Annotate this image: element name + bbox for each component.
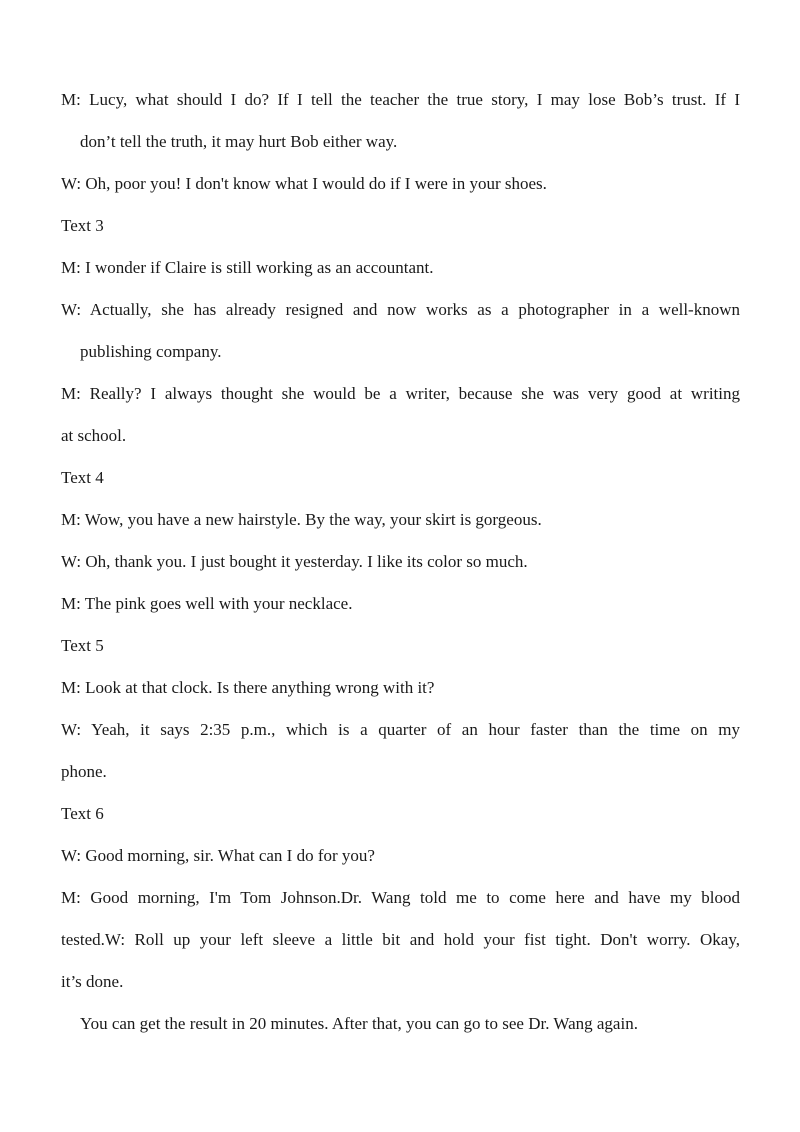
dialogue-line: M: Wow, you have a new hairstyle. By the way, your skirt is gorgeous. — [61, 510, 542, 529]
dialogue-line: at school. — [61, 426, 127, 445]
dialogue-line: You can get the result in 20 minutes. After that, you can go to see Dr. Wang again. — [80, 1014, 638, 1033]
dialogue-line: M: Lucy, what should I do? If I tell the teacher the true story, I may lose Bob’s trust. If I — [61, 90, 740, 109]
dialogue-line: tested.W: Roll up your left sleeve a little bit and hold your fist tight. Don't worry. Okay, — [61, 930, 740, 949]
dialogue-line: W: Actually, she has already resigned and now works as a photographer in a well-known — [61, 300, 740, 319]
dialogue-line: W: Oh, poor you! I don't know what I would do if I were in your shoes. — [61, 174, 547, 193]
section-heading: Text 5 — [61, 636, 104, 655]
dialogue-line: it’s done. — [61, 972, 124, 991]
dialogue-line: phone. — [61, 762, 107, 781]
dialogue-line: M: I wonder if Claire is still working as an accountant. — [61, 258, 434, 277]
dialogue-line: M: The pink goes well with your necklace. — [61, 594, 353, 613]
dialogue-line: M: Good morning, I'm Tom Johnson.Dr. Wang told me to come here and have my blood — [61, 888, 740, 907]
dialogue-line: M: Really? I always thought she would be a writer, because she was very good at writing — [61, 384, 740, 403]
dialogue-line: W: Yeah, it says 2:35 p.m., which is a quarter of an hour faster than the time on my — [61, 720, 740, 739]
section-heading: Text 3 — [61, 216, 104, 235]
dialogue-line: M: Look at that clock. Is there anything wrong with it? — [61, 678, 435, 697]
dialogue-line: don’t tell the truth, it may hurt Bob either way. — [80, 132, 398, 151]
dialogue-line: publishing company. — [80, 342, 222, 361]
section-heading: Text 6 — [61, 804, 104, 823]
dialogue-line: W: Oh, thank you. I just bought it yesterday. I like its color so much. — [61, 552, 528, 571]
section-heading: Text 4 — [61, 468, 104, 487]
dialogue-line: W: Good morning, sir. What can I do for you? — [61, 846, 375, 865]
